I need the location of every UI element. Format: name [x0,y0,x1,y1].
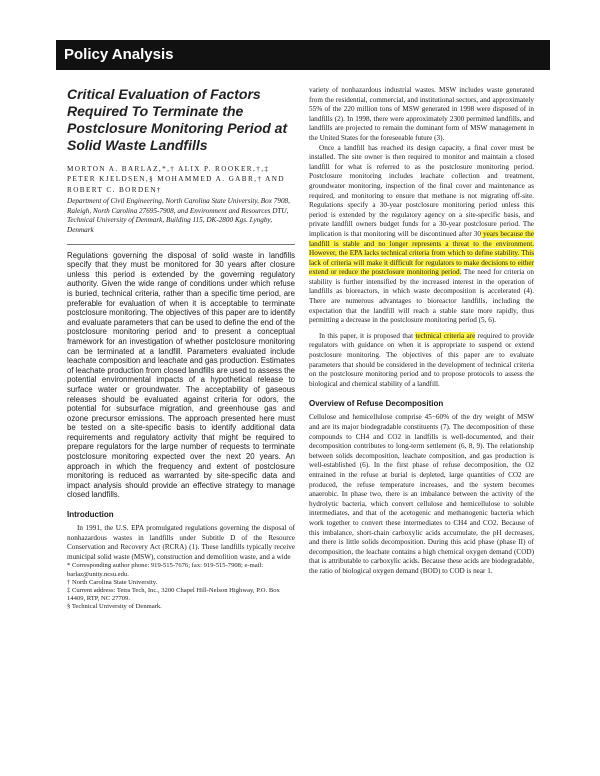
footnote: † North Carolina State University. [67,578,158,586]
author-affiliation: Department of Civil Engineering, North Carolina State University, Box 7908, Raleigh, North Carolina 27695-7908, and Environment and Resources DTU, Technical University of Denmark, Building 115, DK-2800 Kgs. Lyngby, Denmark [67,197,290,234]
abstract: Regulations governing the disposal of solid waste in landfills specify that they must be monitored for 30 years after closure unless this period is extended by the governing regulatory authority. Given the wide range of conditions under which refuse is buried, technical criteria, rather than a specific time period, are preferable for evaluation of when it is acceptable to terminate postclosure monitoring. The objectives of this paper are to identify and evaluate parameters that can be used to define the end of the postclosure monitoring period and to present a conceptual framework for an investigation of whether postclosure monitoring can be terminated at a landfill. Parameters evaluated include leachate composition and leachate and gas production. Estimates of leachate production from closed landfills are used to assess the potential environmental impacts of a hypothetical release to surface water or groundwater. The acceptability of gaseous releases should be evaluated against criteria for odors, the potential for subsurface migration, and greenhouse gas and ozone precursor emissions. The approach presented here must be tested on a site-specific basis to identify additional data requirements and regulatory activity that might be required to prepare regulators for the large number of requests to terminate postclosure monitoring expected over the next 20 years. An approach in which the frequency and extent of postclosure monitoring is reduced as warranted by site-specific data and impact analysis should provide an effective strategy to manage closed landfills. [67,250,296,500]
section-heading: Overview of Refuse Decomposition [309,399,444,409]
author-list: MORTON A. BARLAZ,*,† ALIX P. ROOKER,†,‡ PETER KJELDSEN,§ MOHAMMED A. GABR,† AND ROBERT C. BORDEN† [67,165,285,194]
highlighted-text: technical criteria are [415,331,476,340]
section-banner: Policy Analysis [56,40,550,70]
footnote: ‡ Current address: Tetra Tech, Inc., 3200 Chapel Hill-Nelson Highway, P.O. Box 14409, RTP, NC 27709. [67,587,280,603]
body-paragraph: Cellulose and hemicellulose comprise 45−60% of the dry weight of MSW and are its major biodegradable constituents (7). The decomposition of these compounds to CH4 and CO2 in landfills is well-documented, and their decomposition contributes to long-term settlement (6, 8, 9). The relationship between solids decomposition, leachate composition, and gas production is well-established (6). In the first phase of refuse decomposition, the O2 entrained in the refuse at burial is depleted, large quantities of CO2 are produced, the refuse temperature increases, and the system becomes anaerobic. In phase two, there is an imbalance between the activity of the hydrolytic bacteria, which convert cellulose and hemicellulose to soluble intermediates, and that of the acetogenic and methanogenic bacteria which work together to convert these intermediates to CH4 and CO2. Because of this imbalance, short-chain carboxylic acids accumulate, the pH decreases, and there is little solids decomposition. During this acid phase (phase II) of decomposition, the leachate contains a high chemical oxygen demand (COD) that is attributable to carboxylic acids. Because these acids are biodegradable, the ratio of biological oxygen demand (BOD) to COD is near 1. [309,413,534,575]
right-column [309,86,534,577]
highlighted-text: years because the landfill is stable and no longer represents a threat to the environment. However, the EPA lacks technical criteria from which to define stability. This lack of criteria will make it difficult for regulators to make decisions to either extend or reduce the postclosure monitoring period. [309,229,534,277]
introduction-heading: Introduction [67,510,114,520]
footnotes [67,562,295,611]
article-title: Critical Evaluation of Factors Required To Terminate the Postclosure Monitoring Period at Solid Waste Landfills [67,86,288,153]
paragraph-text: Once a landfill has reached its design capacity, a final cover must be installed. The site owner is then required to monitor and maintain a closed landfill for what is referred to as the postclosure monitoring period. Postclosure monitoring includes leachate collection and treatment, groundwater monitoring, inspection of the final cover and maintenance as required, and monitoring to ensure that methane is not migrating off-site. Regulations specify a 30-year postclosure monitoring period unless this period is extended by the regulatory agency on a site-specific basis, and private landfill owners budget funds for a 30-year postclosure period. The implication is that monitoring will be discontinued after 30 [309,143,534,238]
body-paragraph [309,332,534,390]
body-paragraph [309,144,534,326]
left-column [67,86,295,612]
paragraph-text: required to provide regulators with guidance on when it is appropriate to suspend or extend postclosure monitoring. The objectives of this paper are to evaluate parameters that should be considered in the development of technical criteria on the postclosure monitoring period and to propose protocols to assess the biological and chemical stability of a landfill. [309,331,534,388]
paragraph-text: The need for criteria on stability is further intensified by the increased interest in the operation of landfills as bioreactors, in which waste decomposition is accelerated (4). There are numerous advantages to bioreactor landfills, including the expectation that the landfill will reach a stable state more rapidly, thus permitting a decrease in the postclosure monitoring period (5, 6). [309,268,535,325]
footnote: * Corresponding author phone: 919-515-7676; fax: 919-515-7908; e-mail: barlaz@unity.ncsu.edu. [67,562,264,578]
body-paragraph: variety of nonhazardous industrial wastes. MSW includes waste generated from the residential, commercial, and institutional sectors, and approximately 55% of the 220 million tons of MSW generated in 1998 were disposed of in landfills (2). In 1998, there were approximately 2300 permitted landfills, and landfills are projected to remain the dominant form of MSW management in the United States for the foreseeable future (3). [309,86,534,142]
paragraph-text: In this paper, it is proposed that [319,331,416,340]
divider [67,244,295,245]
introduction-paragraph: In 1991, the U.S. EPA promulgated regulations governing the disposal of nonhazardous wastes in landfills under Subtitle D of the Resource Conservation and Recovery Act (RCRA) (1). These landfills typically receive municipal solid waste (MSW), construction and demolition waste, and a wide [67,524,295,561]
footnote: § Technical University of Denmark. [67,603,162,611]
